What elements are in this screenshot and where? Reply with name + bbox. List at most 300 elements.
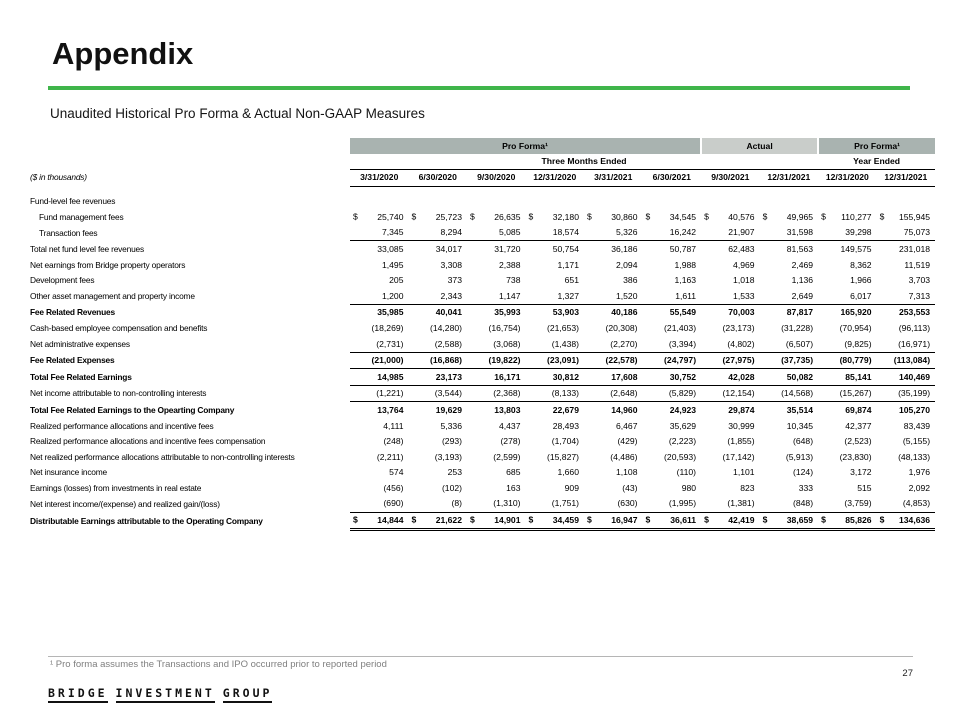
- cell: 163: [506, 482, 521, 493]
- table-row: [30, 320, 935, 336]
- cell: (1,704): [551, 436, 579, 447]
- cell: (31,228): [781, 322, 814, 333]
- cell: 35,993: [494, 307, 521, 318]
- column-date: 6/30/2021: [643, 169, 702, 186]
- cell: [467, 194, 526, 210]
- cell: (630): [584, 496, 643, 512]
- cell: 105,270: [899, 404, 931, 415]
- table-row: [30, 369, 935, 386]
- cell: (18,269): [371, 322, 404, 333]
- section-header: Pro Forma¹: [350, 138, 701, 154]
- cell: 651: [564, 275, 579, 286]
- cell: 574: [389, 467, 404, 478]
- row-label: Other asset management and property income: [30, 291, 195, 302]
- cell: 6,467: [615, 420, 638, 431]
- cell: 7,313: [877, 288, 936, 304]
- cell: (1,855): [727, 436, 755, 447]
- cell: (3,759): [818, 496, 877, 512]
- cell: 205: [389, 275, 404, 286]
- cell: 42,028: [701, 369, 760, 386]
- cell: 253: [447, 467, 462, 478]
- cell: 24,923: [669, 404, 697, 415]
- cell: (96,113): [898, 322, 931, 333]
- table-row: [30, 241, 935, 257]
- cell: (35,199): [877, 385, 936, 402]
- row-label: Earnings (losses) from investments in real estate: [30, 482, 202, 493]
- cell: [350, 194, 409, 210]
- column-date: 6/30/2020: [409, 169, 468, 186]
- table-row: [30, 465, 935, 481]
- cell: (12,154): [701, 385, 760, 402]
- row-label: Fund management fees: [39, 211, 124, 222]
- cell: 8,294: [409, 225, 468, 241]
- cell: 1,327: [526, 288, 585, 304]
- cell: 2,092: [908, 482, 931, 493]
- table-row: [30, 496, 935, 512]
- cell: 35,985: [377, 307, 404, 318]
- dollar-sign: $: [470, 211, 475, 222]
- period-header-row: [30, 154, 935, 170]
- cell: 14,960: [611, 404, 638, 415]
- dollar-sign: $: [645, 211, 651, 222]
- cell: $ 26,635: [470, 211, 521, 222]
- cell: 30,752: [643, 369, 702, 386]
- cell: $ 38,659: [760, 512, 819, 530]
- table-container: [30, 138, 935, 531]
- cell: (2,588): [409, 336, 468, 352]
- cell: 1,108: [615, 467, 638, 478]
- cell: 6,017: [818, 288, 877, 304]
- cell: 1,533: [701, 288, 760, 304]
- cell: 1,966: [850, 275, 872, 286]
- cell: 3,308: [440, 259, 462, 270]
- cell: (3,068): [467, 336, 526, 352]
- cell: [409, 194, 468, 210]
- cell: [643, 194, 702, 210]
- table-row: [30, 288, 935, 304]
- row-label: Development fees: [30, 275, 95, 286]
- cell: $ 16,947: [584, 512, 643, 530]
- date-header-row: [30, 169, 935, 186]
- cell: (23,173): [722, 322, 755, 333]
- cell: $ 34,545: [645, 211, 697, 222]
- cell: [584, 194, 643, 210]
- row-label: Net income attributable to non-controlling interests: [30, 388, 207, 399]
- cell: (848): [760, 496, 819, 512]
- cell: $ 40,576: [704, 211, 755, 222]
- dollar-sign: $: [353, 515, 358, 526]
- dollar-sign: $: [645, 515, 651, 526]
- cell: $ 30,860: [587, 211, 638, 222]
- subtitle: Unaudited Historical Pro Forma & Actual Non-GAAP Measures: [50, 106, 425, 121]
- table-row: [30, 418, 935, 434]
- dollar-sign: $: [762, 211, 768, 222]
- cell: $ 155,945: [879, 211, 931, 222]
- cell: (6,507): [760, 336, 819, 352]
- cell: (17,142): [722, 451, 755, 462]
- cell: 31,598: [760, 225, 819, 241]
- financial-table: [30, 138, 935, 531]
- table-row: [30, 402, 935, 418]
- cell: $ 134,636: [877, 512, 936, 530]
- column-date: 3/31/2020: [350, 169, 409, 186]
- cell: $ 85,826: [818, 512, 877, 530]
- cell: 1,495: [381, 259, 404, 270]
- cell: 1,200: [350, 288, 409, 304]
- cell: $ 49,965: [762, 211, 814, 222]
- cell: 8,362: [850, 259, 872, 270]
- cell: (27,975): [701, 352, 760, 369]
- section-header-row: [30, 138, 935, 154]
- dollar-sign: $: [879, 211, 885, 222]
- cell: 75,073: [877, 225, 936, 241]
- cell: (2,211): [376, 451, 404, 462]
- cell: (456): [383, 482, 404, 493]
- cell: (429): [617, 436, 638, 447]
- cell: (1,310): [467, 496, 526, 512]
- cell: 30,812: [526, 369, 585, 386]
- cell: 36,186: [611, 243, 638, 254]
- cell: 980: [681, 482, 697, 493]
- cell: 50,754: [552, 243, 579, 254]
- table-row: [30, 257, 935, 273]
- table-row: [30, 434, 935, 450]
- cell: [701, 194, 760, 210]
- cell: 16,242: [643, 225, 702, 241]
- table-row: [30, 225, 935, 241]
- cell: 50,082: [760, 369, 819, 386]
- cell: 1,988: [674, 259, 697, 270]
- cell: 11,519: [904, 259, 931, 270]
- table-row: [30, 512, 935, 530]
- cell: (1,995): [643, 496, 702, 512]
- dollar-sign: $: [587, 211, 592, 222]
- cell: (8,133): [526, 385, 585, 402]
- cell: $ 42,419: [701, 512, 760, 530]
- dollar-sign: $: [470, 515, 475, 526]
- cell: $ 25,723: [411, 211, 462, 222]
- cell: 17,608: [584, 369, 643, 386]
- cell: (23,830): [839, 451, 872, 462]
- cell: $ 110,277: [821, 211, 872, 222]
- cell: 1,660: [557, 467, 579, 478]
- cell: 81,563: [786, 243, 814, 254]
- cell: 23,173: [409, 369, 468, 386]
- row-label: Transaction fees: [39, 227, 98, 238]
- cell: (2,368): [467, 385, 526, 402]
- logo-word: BRIDGE: [48, 686, 108, 703]
- cell: (124): [793, 467, 814, 478]
- cell: 55,549: [669, 307, 697, 318]
- cell: (248): [383, 436, 404, 447]
- cell: (5,155): [902, 436, 931, 447]
- logo-word: GROUP: [223, 686, 273, 703]
- cell: (21,000): [350, 352, 409, 369]
- cell: 10,345: [786, 420, 814, 431]
- cell: 40,186: [611, 307, 638, 318]
- cell: 4,111: [383, 420, 404, 431]
- cell: 738: [506, 275, 521, 286]
- row-label: Net realized performance allocations attributable to non-controlling interests: [30, 451, 295, 462]
- cell: (1,221): [350, 385, 409, 402]
- cell: 1,018: [733, 275, 755, 286]
- cell: (8): [409, 496, 468, 512]
- cell: 909: [564, 482, 579, 493]
- cell: (690): [350, 496, 409, 512]
- cell: (20,593): [664, 451, 697, 462]
- column-date: 9/30/2020: [467, 169, 526, 186]
- cell: 333: [798, 482, 814, 493]
- dollar-sign: $: [411, 515, 417, 526]
- cell: 50,787: [669, 243, 697, 254]
- cell: (15,827): [546, 451, 579, 462]
- column-date: 9/30/2021: [701, 169, 760, 186]
- logo-word: INVESTMENT: [116, 686, 215, 703]
- cell: 42,377: [845, 420, 872, 431]
- dollar-sign: $: [528, 211, 534, 222]
- cell: 5,085: [467, 225, 526, 241]
- cell: (9,825): [818, 336, 877, 352]
- cell: (2,223): [668, 436, 697, 447]
- cell: 19,629: [435, 404, 462, 415]
- cell: (37,735): [760, 352, 819, 369]
- dollar-sign: $: [879, 515, 885, 526]
- row-label: Net earnings from Bridge property operators: [30, 259, 186, 270]
- row-label: Total Fee Related Earnings to the Opearting Company: [30, 404, 235, 415]
- cell: 31,720: [494, 243, 521, 254]
- cell: $ 25,740: [353, 211, 404, 222]
- row-label: Realized performance allocations and incentive fees: [30, 420, 214, 431]
- cell: (16,754): [488, 322, 521, 333]
- dollar-sign: $: [821, 515, 826, 526]
- cell: (22,578): [584, 352, 643, 369]
- cell: (23,091): [526, 352, 585, 369]
- cell: 231,018: [899, 243, 931, 254]
- column-date: 3/31/2021: [584, 169, 643, 186]
- cell: 685: [506, 467, 521, 478]
- cell: 140,469: [877, 369, 936, 386]
- cell: 2,649: [760, 288, 819, 304]
- table-row: [30, 194, 935, 210]
- cell: 2,388: [498, 259, 521, 270]
- row-label: Total net fund level fee revenues: [30, 243, 144, 254]
- table-row: [30, 480, 935, 496]
- cell: 40,041: [435, 307, 462, 318]
- section-header: Actual: [701, 138, 818, 154]
- table-row: [30, 336, 935, 352]
- table-row: [30, 449, 935, 465]
- period-header: Year Ended: [818, 154, 935, 170]
- cell: (48,133): [898, 451, 931, 462]
- cell: 70,003: [728, 307, 755, 318]
- cell: (4,486): [610, 451, 638, 462]
- cell: (70,954): [839, 322, 872, 333]
- page-number: 27: [902, 668, 913, 679]
- unit-label: ($ in thousands): [30, 172, 87, 183]
- column-date: 12/31/2020: [818, 169, 877, 186]
- cell: (20,308): [605, 322, 638, 333]
- cell: 5,326: [584, 225, 643, 241]
- cell: 3,703: [908, 275, 931, 286]
- table-row: [30, 209, 935, 225]
- row-label: Fund-level fee revenues: [30, 196, 116, 207]
- company-logo: [48, 686, 280, 700]
- cell: 34,017: [435, 243, 462, 254]
- cell: 515: [857, 482, 872, 493]
- cell: 1,163: [674, 275, 697, 286]
- cell: 1,976: [908, 467, 931, 478]
- cell: [526, 194, 585, 210]
- cell: (2,599): [493, 451, 521, 462]
- cell: 2,469: [791, 259, 814, 270]
- cell: 149,575: [840, 243, 872, 254]
- cell: 29,874: [728, 404, 755, 415]
- cell: 85,141: [818, 369, 877, 386]
- cell: [877, 194, 936, 210]
- cell: (3,394): [643, 336, 702, 352]
- cell: (5,829): [643, 385, 702, 402]
- row-label: Net administrative expenses: [30, 338, 130, 349]
- cell: (278): [500, 436, 521, 447]
- cell: 373: [447, 275, 462, 286]
- dollar-sign: $: [704, 211, 709, 222]
- row-label: Cash-based employee compensation and benefits: [30, 323, 208, 334]
- column-date: 12/31/2020: [526, 169, 585, 186]
- period-header: Three Months Ended: [350, 154, 818, 170]
- row-label: Distributable Earnings attributable to the Operating Company: [30, 515, 263, 526]
- cell: (110): [676, 467, 697, 478]
- cell: (1,751): [526, 496, 585, 512]
- cell: $ 36,611: [643, 512, 702, 530]
- cell: (24,797): [643, 352, 702, 369]
- cell: (15,267): [818, 385, 877, 402]
- row-label: Fee Related Revenues: [30, 307, 115, 318]
- cell: (2,523): [844, 436, 872, 447]
- cell: (14,568): [760, 385, 819, 402]
- cell: (113,084): [877, 352, 936, 369]
- cell: 5,336: [440, 420, 462, 431]
- cell: [760, 194, 819, 210]
- cell: (2,270): [584, 336, 643, 352]
- cell: 69,874: [845, 404, 872, 415]
- cell: 13,764: [377, 404, 404, 415]
- dollar-sign: $: [411, 211, 417, 222]
- cell: 1,171: [557, 259, 579, 270]
- cell: 823: [740, 482, 755, 493]
- cell: 1,520: [584, 288, 643, 304]
- cell: (2,648): [584, 385, 643, 402]
- cell: (19,822): [467, 352, 526, 369]
- cell: 165,920: [840, 307, 872, 318]
- page-title: Appendix: [52, 36, 194, 71]
- cell: 1,611: [643, 288, 702, 304]
- cell: (4,802): [701, 336, 760, 352]
- table-row: [30, 304, 935, 320]
- cell: (14,280): [429, 322, 462, 333]
- footnote: ¹ Pro forma assumes the Transactions and IPO occurred prior to reported period: [50, 659, 387, 670]
- cell: 28,493: [552, 420, 579, 431]
- cell: (21,653): [546, 322, 579, 333]
- cell: 35,629: [669, 420, 697, 431]
- column-date: 12/31/2021: [760, 169, 819, 186]
- table-row: [30, 385, 935, 402]
- cell: 53,903: [552, 307, 579, 318]
- cell: (1,438): [526, 336, 585, 352]
- cell: (293): [441, 436, 462, 447]
- accent-rule: [48, 86, 910, 90]
- cell: $ 21,622: [409, 512, 468, 530]
- cell: 253,553: [899, 307, 931, 318]
- dollar-sign: $: [353, 211, 358, 222]
- cell: 3,172: [850, 467, 872, 478]
- cell: (3,544): [409, 385, 468, 402]
- cell: 22,679: [552, 404, 579, 415]
- cell: 2,343: [409, 288, 468, 304]
- cell: 1,136: [791, 275, 814, 286]
- table-row: [30, 273, 935, 289]
- cell: (648): [793, 436, 814, 447]
- cell: 4,437: [498, 420, 521, 431]
- cell: 30,999: [728, 420, 755, 431]
- cell: 16,171: [467, 369, 526, 386]
- cell: 83,439: [903, 420, 931, 431]
- section-header: Pro Forma¹: [818, 138, 935, 154]
- cell: (2,731): [350, 336, 409, 352]
- dollar-sign: $: [528, 515, 534, 526]
- dollar-sign: $: [587, 515, 592, 526]
- row-label: Net interest income/(expense) and realized gain/(loss): [30, 498, 220, 509]
- dollar-sign: $: [704, 515, 709, 526]
- cell: [818, 194, 877, 210]
- row-label: Total Fee Related Earnings: [30, 371, 132, 382]
- cell: 14,985: [350, 369, 409, 386]
- row-label: Net insurance income: [30, 467, 107, 478]
- cell: 39,298: [818, 225, 877, 241]
- cell: 7,345: [350, 225, 409, 241]
- cell: (102): [441, 482, 462, 493]
- row-label: Realized performance allocations and incentive fees compensation: [30, 436, 266, 447]
- column-date: 12/31/2021: [877, 169, 936, 186]
- cell: 21,907: [701, 225, 760, 241]
- cell: 1,101: [733, 467, 755, 478]
- cell: (43): [622, 482, 638, 493]
- row-label: Fee Related Expenses: [30, 355, 115, 366]
- cell: 62,483: [728, 243, 755, 254]
- cell: (80,779): [818, 352, 877, 369]
- cell: (3,193): [434, 451, 462, 462]
- cell: (21,403): [664, 322, 697, 333]
- cell: 4,969: [733, 259, 755, 270]
- cell: (16,868): [409, 352, 468, 369]
- cell: 35,514: [786, 404, 814, 415]
- footer-divider: [48, 656, 913, 657]
- cell: (16,971): [877, 336, 936, 352]
- cell: 386: [623, 275, 638, 286]
- cell: (1,381): [701, 496, 760, 512]
- cell: 87,817: [786, 307, 814, 318]
- cell: 33,085: [377, 243, 404, 254]
- cell: 1,147: [467, 288, 526, 304]
- cell: 13,803: [494, 404, 521, 415]
- dollar-sign: $: [821, 211, 826, 222]
- cell: 18,574: [526, 225, 585, 241]
- table-row: [30, 352, 935, 369]
- cell: $ 14,901: [467, 512, 526, 530]
- cell: $ 14,844: [350, 512, 409, 530]
- cell: 2,094: [615, 259, 638, 270]
- dollar-sign: $: [762, 515, 768, 526]
- cell: (4,853): [877, 496, 936, 512]
